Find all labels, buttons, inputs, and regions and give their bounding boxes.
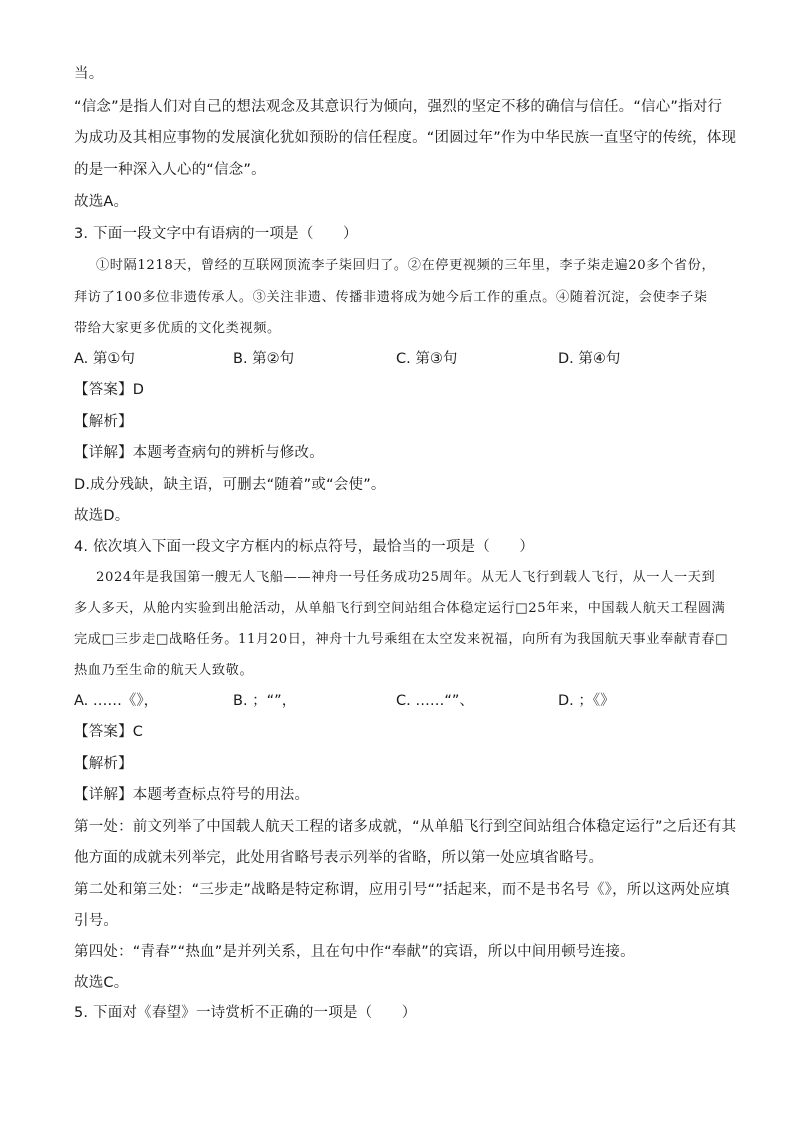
answer-label: 【答案】D xyxy=(74,382,145,398)
question-5-stem: 5. 下面对《春望》一诗赏析不正确的一项是（ ） xyxy=(74,1005,417,1021)
analysis-label: 【解析】 xyxy=(74,414,133,430)
detail-line: 【详解】本题考查病句的辨析与修改。 xyxy=(74,445,324,461)
choice-conclusion: 故选C。 xyxy=(74,975,129,991)
detail-line: 他方面的成就未列举完，此处用省略号表示列举的省略，所以第一处应填省略号。 xyxy=(74,850,604,866)
detail-line: 第一处：前文列举了中国载人航天工程的诸多成就，“从单船飞行到空间站组合体稳定运行”之后还有其 xyxy=(74,819,737,835)
paragraph-line: 当。 xyxy=(74,66,104,82)
answer-label: 【答案】C xyxy=(74,724,144,740)
paragraph-line: 的是一种深入人心的“信念”。 xyxy=(74,162,266,178)
question-4-option-d: D. ；《》 xyxy=(558,693,615,709)
question-3-passage-line: 带给大家更多优质的文化类视频。 xyxy=(74,321,281,336)
question-3-passage-line: ①时隔1218天，曾经的互联网顶流李子柒回归了。②在停更视频的三年里，李子柒走遍20多个省份， xyxy=(96,258,716,273)
question-4-passage-line: 热血乃至生命的航天人致敬。 xyxy=(74,663,254,678)
question-4-passage-line: 多人多天，从舱内实验到出舱活动，从单船飞行到空间站组合体稳定运行□25年来，中国载人航天工程圆满 xyxy=(74,601,726,616)
question-4-option-a: A. ……《》， xyxy=(74,693,159,709)
detail-line: 第二处和第三处：“三步走”战略是特定称谓，应用引号“”括起来，而不是书名号《》，所以这两处应填 xyxy=(74,882,730,898)
question-4-passage-line: 2024年是我国第一艘无人飞船——神舟一号任务成功25周年。从无人飞行到载人飞行，从一人一天到 xyxy=(96,570,716,585)
question-4-stem: 4. 依次填入下面一段文字方框内的标点符号，最恰当的一项是（ ） xyxy=(74,539,535,555)
question-3-stem: 3. 下面一段文字中有语病的一项是（ ） xyxy=(74,226,358,242)
paragraph-line: 为成功及其相应事物的发展演化犹如预盼的信任程度。“团圆过年”作为中华民族一直坚守的传统，体现 xyxy=(74,130,737,146)
question-4-passage-line: 完成□三步走□战略任务。11月20日，神舟十九号乘组在太空发来祝福，向所有为我国航天事业奉献青春□ xyxy=(74,632,729,647)
choice-conclusion: 故选D。 xyxy=(74,508,130,524)
question-3-option-b: B. 第②句 xyxy=(233,351,295,367)
detail-line: D.成分残缺，缺主语，可删去“随着”或“会使”。 xyxy=(74,477,386,493)
question-3-option-c: C. 第③句 xyxy=(396,351,458,367)
question-4-option-b: B. ；“”， xyxy=(233,693,297,709)
choice-conclusion: 故选A。 xyxy=(74,194,129,210)
detail-line: 引号。 xyxy=(74,913,119,929)
detail-line: 【详解】本题考查标点符号的用法。 xyxy=(74,787,310,803)
question-3-option-a: A. 第①句 xyxy=(74,351,135,367)
paragraph-line: “信念”是指人们对自己的想法观念及其意识行为倾向，强烈的坚定不移的确信与信任。“信心”指对行 xyxy=(74,99,723,115)
question-3-option-d: D. 第④句 xyxy=(558,351,621,367)
question-4-option-c: C. ……“”、 xyxy=(396,693,474,709)
question-3-passage-line: 拜访了100多位非遗传承人。③关注非遗、传播非遗将成为她今后工作的重点。④随着沉淀，会使李子柒 xyxy=(74,290,708,305)
analysis-label: 【解析】 xyxy=(74,756,133,772)
detail-line: 第四处：“青春”“热血”是并列关系，且在句中作“奉献”的宾语，所以中间用顿号连接。 xyxy=(74,944,635,960)
